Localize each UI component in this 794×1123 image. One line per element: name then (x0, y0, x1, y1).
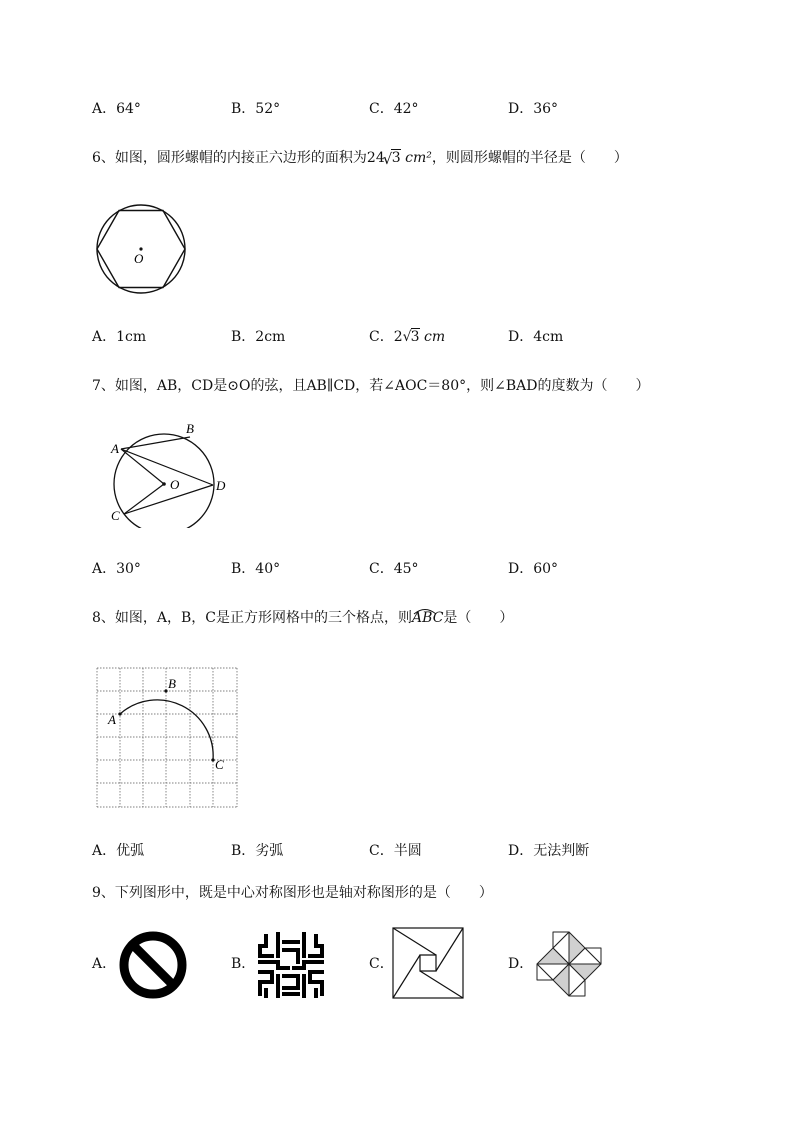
q6-option-c-label: C．2 (369, 329, 403, 345)
q6-option-a: A．1cm (92, 329, 147, 345)
q6-option-d: D．4cm (508, 329, 564, 345)
q8-text-post: 是（ ） (443, 610, 514, 626)
q6-option-c-sqrt-value: 3 (410, 329, 420, 345)
q7-option-b: B．40° (231, 561, 281, 577)
q8-option-d: D．无法判断 (508, 843, 590, 859)
q8-option-c: C．半圆 (369, 843, 422, 859)
q7-option-d: D．60° (508, 561, 559, 577)
q6-option-b: B．2cm (231, 329, 286, 345)
q9-option-c-label: C． (369, 956, 394, 972)
q6-question (92, 147, 628, 169)
q9-question: 9、下列图形中，既是中心对称图形也是轴对称图形的是（ ） (92, 885, 493, 901)
q8-grid-arc-figure (96, 667, 246, 813)
q7-label-d: D (216, 478, 226, 493)
q6-sqrt-value: 3 (391, 150, 401, 166)
q5-option-c: C．42° (369, 101, 419, 117)
q7-option-c: C．45° (369, 561, 419, 577)
q6-option-c (369, 327, 445, 347)
q8-label-a: A (108, 712, 116, 727)
square-pinwheel-icon (392, 927, 464, 999)
q6-option-c-sqrt: √ 3 (402, 329, 420, 345)
windmill-icon (535, 930, 605, 998)
q6-hexagon-in-circle-figure (94, 202, 190, 298)
q7-question: 7、如图，AB，CD是⊙O的弦，且AB∥CD，若∠AOC＝80°，则∠BAD的度数为（ ） (92, 378, 650, 394)
maze-pattern-icon (258, 932, 324, 998)
q7-label-a: A (111, 441, 119, 456)
q9-option-b-label: B． (231, 956, 256, 972)
q5-option-d: D．36° (508, 101, 559, 117)
q7-label-o: O (170, 477, 180, 492)
q8-arc-label: ABC (412, 610, 444, 626)
q7-circle-chords-figure (106, 420, 230, 528)
q7-option-a: A．30° (92, 561, 141, 577)
q5-option-a: A．64° (92, 101, 141, 117)
q7-label-c: C (111, 508, 120, 523)
q8-arc-symbol (412, 607, 443, 629)
q5-option-b: B．52° (231, 101, 281, 117)
q8-label-c: C (215, 757, 224, 772)
q8-option-b: B．劣弧 (231, 843, 284, 859)
q6-unit: cm² (405, 150, 432, 166)
no-entry-sign-icon (117, 929, 189, 1001)
q8-option-a: A．优弧 (92, 843, 145, 859)
q6-sqrt: √ 3 (382, 150, 401, 168)
q9-option-d-label: D． (508, 956, 534, 972)
q8-label-b: B (168, 676, 176, 691)
q8-question (92, 607, 513, 629)
q9-option-a-label: A． (92, 956, 117, 972)
q6-text-pre: 6、如图，圆形螺帽的内接正六边形的面积为24 (92, 150, 385, 166)
q8-arc-mark-icon (412, 607, 438, 615)
q6-option-c-unit: cm (424, 329, 446, 345)
q6-label-o: O (134, 251, 144, 266)
q8-text-pre: 8、如图，A，B，C是正方形网格中的三个格点，则 (92, 610, 413, 626)
q7-label-b: B (186, 421, 194, 436)
q6-text-post: ，则圆形螺帽的半径是（ ） (431, 150, 628, 166)
